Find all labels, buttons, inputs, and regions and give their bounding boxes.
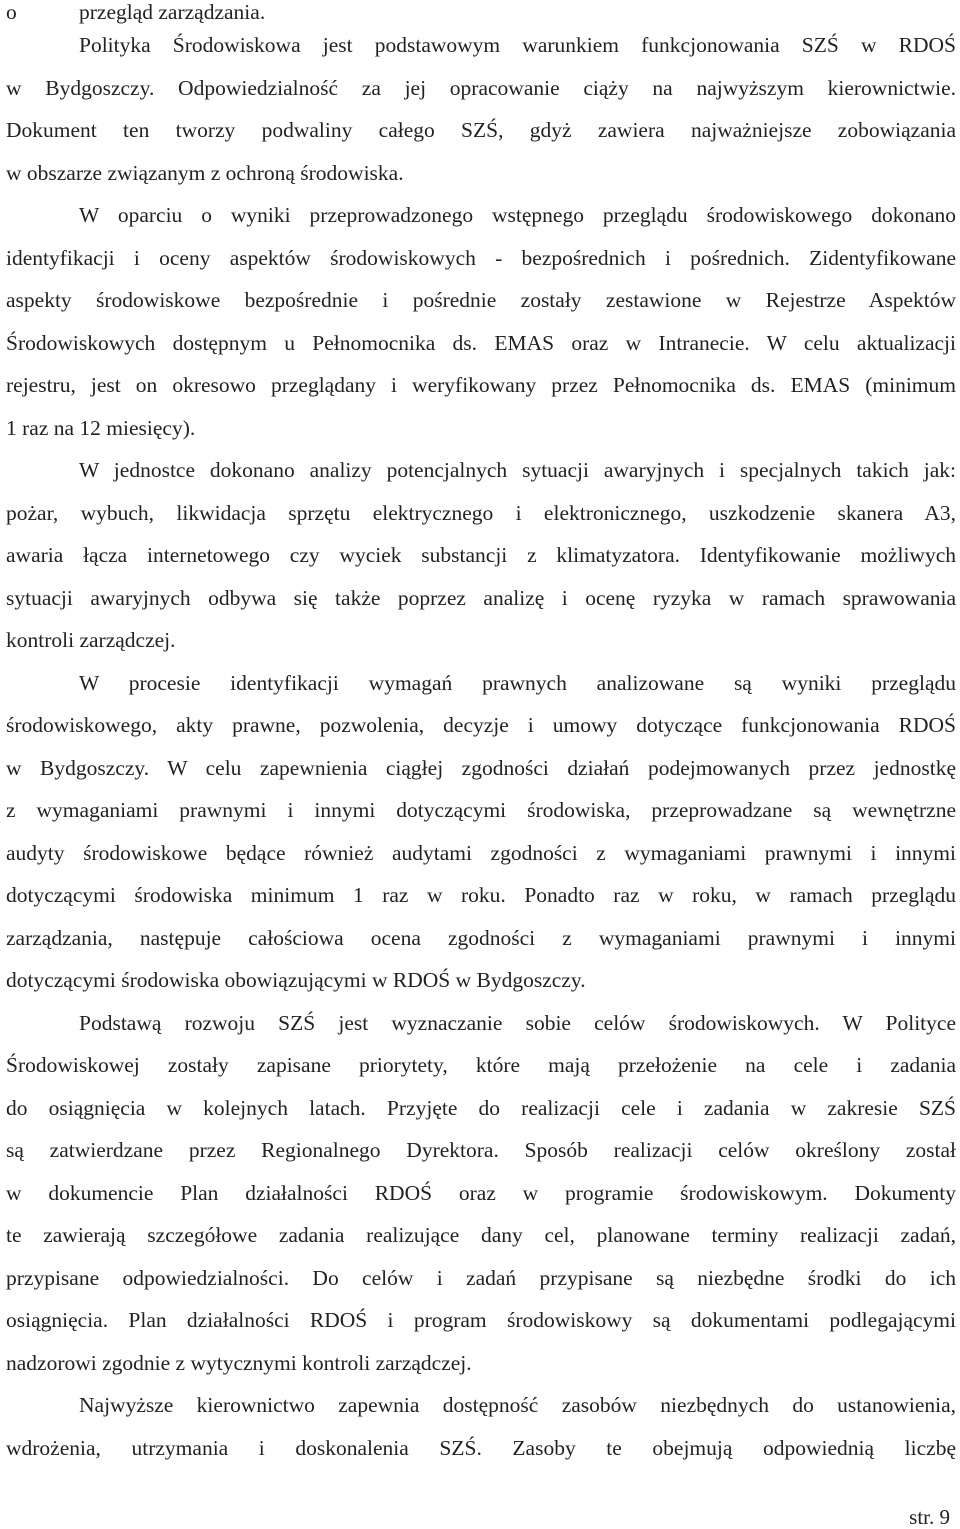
text-line: w obszarze związanym z ochroną środowiska. <box>6 160 404 185</box>
text-line: Dokument ten tworzy podwaliny całego SZŚ, gdyż zawiera najważniejsze zobowiązania <box>6 118 956 142</box>
text-line: rejestru, jest on okresowo przeglądany i weryfikowany przez Pełnomocnika ds. EMAS (minimum <box>6 373 956 397</box>
text-line: identyfikacji i oceny aspektów środowiskowych - bezpośrednich i pośrednich. Zidentyfikowane <box>6 245 956 270</box>
document-page <box>6 0 956 1469</box>
text-line: W procesie identyfikacji wymagań prawnych analizowane są wyniki przeglądu <box>79 670 956 695</box>
text-line: audyty środowiskowe będące również audytami zgodności z wymaganiami prawnymi i innymi <box>6 840 956 865</box>
bullet-text: przegląd zarządzania. <box>79 0 266 24</box>
text-line: aspekty środowiskowe bezpośrednie i pośrednie zostały zestawione w Rejestrze Aspektów <box>6 288 956 312</box>
text-line: z wymaganiami prawnymi i innymi dotyczącymi środowiska, przeprowadzane są wewnętrzne <box>6 798 956 822</box>
text-line: zarządzania, następuje całościowa ocena zgodności z wymaganiami prawnymi i innymi <box>6 925 956 950</box>
text-line: 1 raz na 12 miesięcy). <box>6 415 196 440</box>
text-line: awaria łącza internetowego czy wyciek substancji z klimatyzatora. Identyfikowanie możliwych <box>6 543 956 567</box>
text-line: pożar, wybuch, likwidacja sprzętu elektrycznego i elektronicznego, uszkodzenie skanera A3, <box>6 500 956 525</box>
text-line: Najwyższe kierownictwo zapewnia dostępność zasobów niezbędnych do ustanowienia, <box>79 1393 956 1417</box>
text-line: Środowiskowej zostały zapisane priorytety, które mają przełożenie na cele i zadania <box>6 1053 956 1077</box>
text-line: w Bydgoszczy. Odpowiedzialność za jej opracowanie ciąży na najwyższym kierownictwie. <box>6 75 956 100</box>
bullet-marker: o <box>6 0 17 24</box>
paragraph-legal-requirements <box>6 662 956 1002</box>
text-line: dotyczącymi środowiska minimum 1 raz w roku. Ponadto raz w roku, w ramach przeglądu <box>6 883 956 907</box>
text-line: wdrożenia, utrzymania i doskonalenia SZŚ. Zasoby te obejmują odpowiednią liczbę <box>6 1435 956 1460</box>
page-number: str. 9 <box>909 1505 950 1529</box>
paragraph-emergency-situations <box>6 449 956 662</box>
text-line: W jednostce dokonano analizy potencjalnych sytuacji awaryjnych i specjalnych takich jak: <box>79 458 956 482</box>
text-line: Podstawą rozwoju SZŚ jest wyznaczanie sobie celów środowiskowych. W Polityce <box>79 1010 956 1035</box>
text-line: przypisane odpowiedzialności. Do celów i zadań przypisane są niezbędne środki do ich <box>6 1265 956 1290</box>
text-line: do osiągnięcia w kolejnych latach. Przyjęte do realizacji cele i zadania w zakresie SZŚ <box>6 1095 956 1120</box>
text-line: kontroli zarządczej. <box>6 628 176 652</box>
paragraph-resources <box>6 1384 956 1469</box>
text-line: Polityka Środowiskowa jest podstawowym warunkiem funkcjonowania SZŚ w RDOŚ <box>79 33 956 57</box>
text-line: w dokumencie Plan działalności RDOŚ oraz w programie środowiskowym. Dokumenty <box>6 1180 956 1205</box>
text-line: sytuacji awaryjnych odbywa się także poprzez analizę i ocenę ryzyka w ramach sprawowania <box>6 585 956 610</box>
text-line: dotyczącymi środowiska obowiązującymi w RDOŚ w Bydgoszczy. <box>6 968 586 992</box>
text-line: Środowiskowych dostępnym u Pełnomocnika ds. EMAS oraz w Intranecie. W celu aktualizacji <box>6 330 956 355</box>
paragraph-environmental-objectives <box>6 1002 956 1385</box>
text-line: w Bydgoszczy. W celu zapewnienia ciągłej zgodności działań podejmowanych przez jednostkę <box>6 755 956 780</box>
text-line: nadzorowi zgodnie z wytycznymi kontroli zarządczej. <box>6 1350 472 1375</box>
text-line: osiągnięcia. Plan działalności RDOŚ i program środowiskowy są dokumentami podlegającymi <box>6 1308 956 1332</box>
bullet-item <box>6 0 956 24</box>
text-line: W oparciu o wyniki przeprowadzonego wstępnego przeglądu środowiskowego dokonano <box>79 203 956 227</box>
text-line: środowiskowego, akty prawne, pozwolenia, decyzje i umowy dotyczące funkcjonowania RDOŚ <box>6 713 956 737</box>
text-line: są zatwierdzane przez Regionalnego Dyrektora. Sposób realizacji celów określony został <box>6 1138 956 1162</box>
paragraph-environmental-policy <box>6 24 956 194</box>
paragraph-environmental-aspects <box>6 194 956 449</box>
text-line: te zawierają szczegółowe zadania realizujące dany cel, planowane terminy realizacji zadań, <box>6 1223 956 1247</box>
